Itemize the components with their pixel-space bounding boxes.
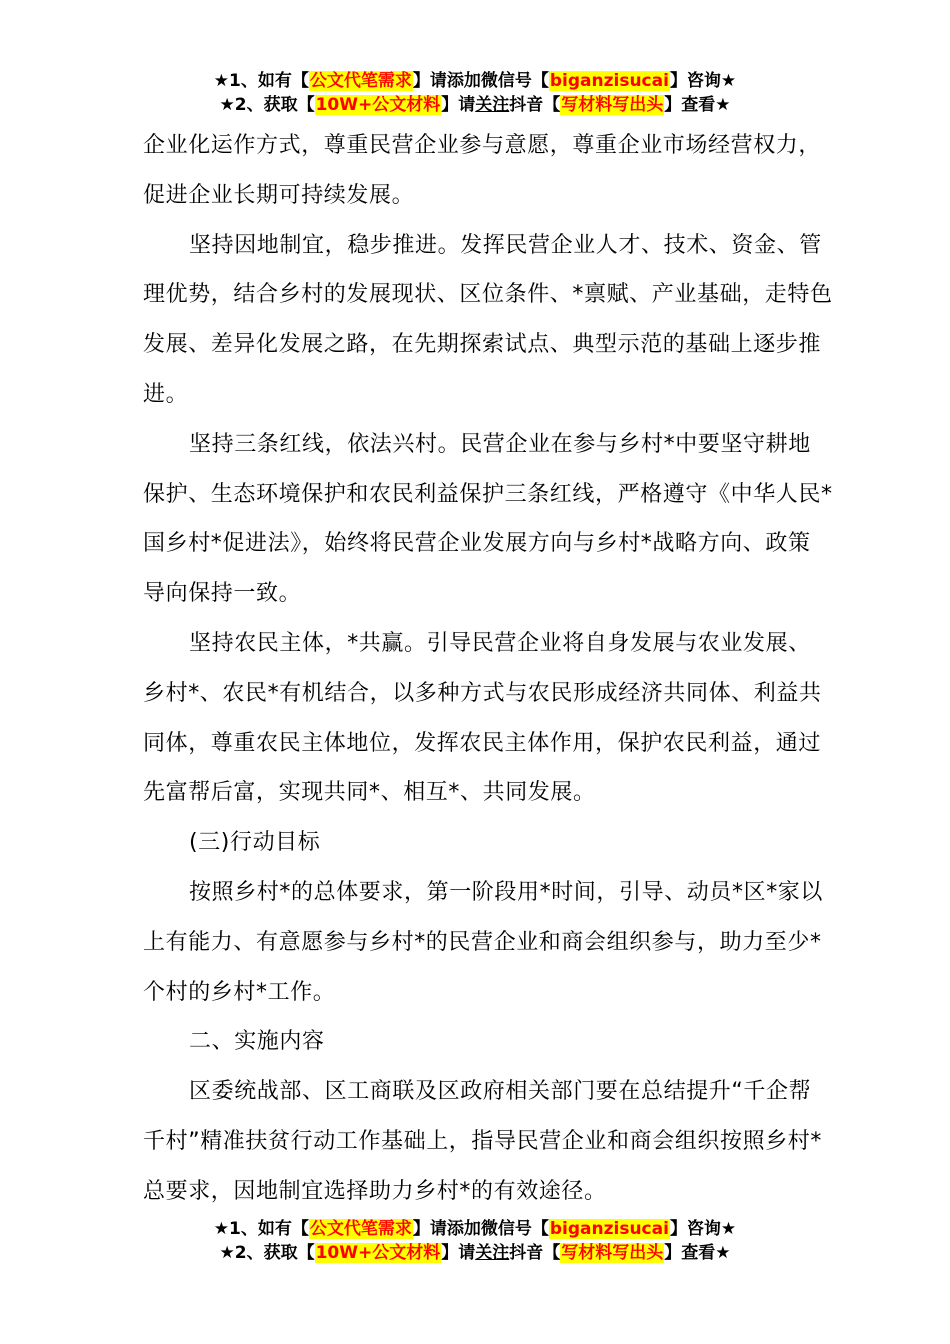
section-heading: 二、实施内容 — [189, 1029, 325, 1055]
banner-emphasis: 添加 — [446, 71, 481, 91]
paragraph: 企业化运作方式，尊重民营企业参与意愿，尊重企业市场经营权力，促进企业长期可持续发展。 — [143, 133, 822, 208]
banner-highlight: 10W+公文材料 — [315, 1243, 441, 1263]
paragraph: 按照乡村*的总体要求，第一阶段用*时间，引导、动员*区*家以上有能力、有意愿参与乡村*的民营企业和商会组织参与，助力至少*个村的乡村*工作。 — [143, 879, 824, 1005]
banner-text: 】咨询★ — [669, 71, 737, 91]
banner-highlight: 写材料写出头 — [561, 95, 664, 115]
banner-text: ★2、获取【 — [219, 1243, 315, 1263]
banner-emphasis: 添加 — [446, 1219, 481, 1239]
banner-text: 】请 — [441, 95, 476, 115]
banner-text: 】咨询★ — [669, 1219, 737, 1239]
paragraph: 区委统战部、区工商联及区政府相关部门要在总结提升“千企帮千村”精准扶贫行动工作基础上，指导民营企业和商会组织按照乡村*总要求，因地制宜选择助力乡村*的有效途径。 — [143, 1079, 822, 1204]
banner-text: ★1、如有【 — [213, 71, 309, 91]
banner-text: ★1、如有【 — [213, 1219, 309, 1239]
banner-emphasis: 关注 — [475, 1243, 510, 1263]
paragraph: 坚持农民主体，*共赢。引导民营企业将自身发展与农业发展、乡村*、农民*有机结合，以多种方式与农民形成经济共同体、利益共同体，尊重农民主体地位，发挥农民主体作用，保护农民利益，通过先富帮后富，实现共同*、相互*、共同发展。 — [143, 630, 822, 806]
banner-text: 抖音【 — [509, 1243, 561, 1263]
banner-highlight: biganzisucai — [549, 1219, 669, 1239]
document-body — [143, 121, 833, 1217]
banner-highlight: 写材料写出头 — [561, 1243, 664, 1263]
banner-line-1 — [0, 70, 950, 94]
header-banner — [0, 70, 950, 118]
banner-text: ★2、获取【 — [219, 95, 315, 115]
footer-banner — [0, 1218, 950, 1266]
banner-highlight: 10W+公文材料 — [315, 95, 441, 115]
paragraph: 坚持因地制宜，稳步推进。发挥民营企业人才、技术、资金、管理优势，结合乡村的发展现状、区位条件、*禀赋、产业基础，走特色发展、差异化发展之路，在先期探索试点、典型示范的基础上逐步推进。 — [143, 232, 833, 407]
banner-line-2 — [0, 1242, 950, 1266]
banner-line-2 — [0, 94, 950, 118]
banner-text: 】请 — [441, 1243, 476, 1263]
banner-emphasis: 关注 — [475, 95, 510, 115]
banner-text: 】请 — [412, 1219, 447, 1239]
banner-line-1 — [0, 1218, 950, 1242]
banner-text: 抖音【 — [509, 95, 561, 115]
banner-highlight: 公文代笔需求 — [309, 71, 412, 91]
banner-text: 微信号【 — [480, 71, 549, 91]
section-heading: (三)行动目标 — [189, 830, 321, 856]
banner-text: 】请 — [412, 71, 447, 91]
banner-highlight: 公文代笔需求 — [309, 1219, 412, 1239]
banner-text: 】查看★ — [664, 1243, 731, 1263]
banner-text: 微信号【 — [480, 1219, 549, 1239]
banner-text: 】查看★ — [664, 95, 731, 115]
banner-highlight: biganzisucai — [549, 71, 669, 91]
paragraph: 坚持三条红线，依法兴村。民营企业在参与乡村*中要坚守耕地保护、生态环境保护和农民利益保护三条红线，严格遵守《中华人民*国乡村*促进法》，始终将民营企业发展方向与乡村*战略方向、政策导向保持一致。 — [143, 431, 833, 607]
